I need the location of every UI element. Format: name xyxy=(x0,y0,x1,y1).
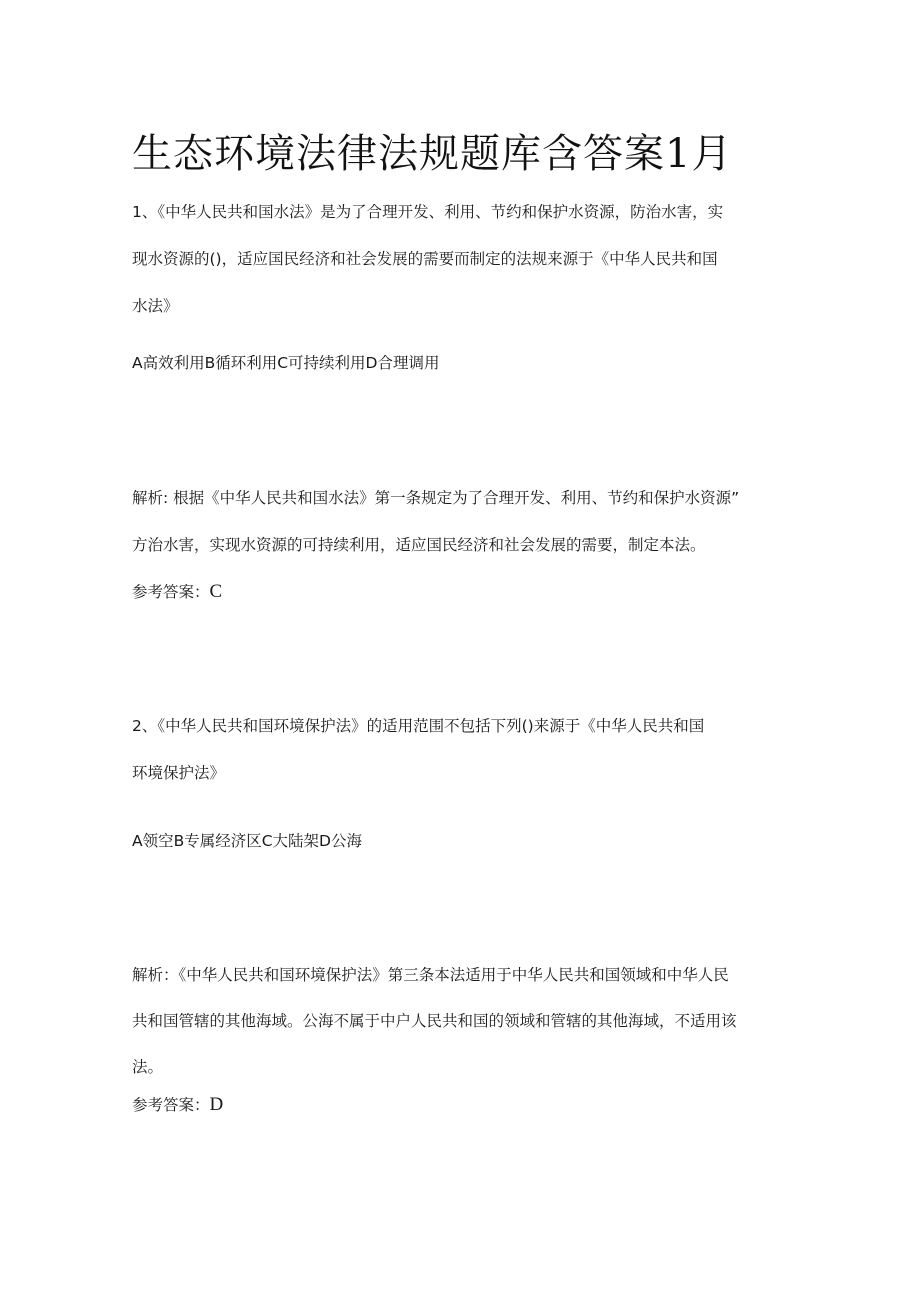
question-2-text xyxy=(132,713,797,786)
answer-value: C xyxy=(209,581,223,602)
question-1-answer xyxy=(132,579,797,605)
question-1-text xyxy=(132,199,797,319)
explanation-line: 共和国管辖的其他海域。公海不属于中户人民共和国的领域和管辖的其他海域，不适用该 xyxy=(132,1012,737,1030)
explanation-line: 解析：《中华人民共和国环境保护法》第三条本法适用于中华人民共和国领域和中华人民 xyxy=(132,966,729,984)
answer-value: D xyxy=(209,1094,224,1115)
question-line: 2、《中华人民共和国环境保护法》的适用范围不包括下列()来源于《中华人民共和国 xyxy=(132,717,705,735)
explanation-line: 方治水害，实现水资源的可持续利用，适应国民经济和社会发展的需要，制定本法。 xyxy=(132,536,706,554)
explanation-line: 法。 xyxy=(132,1058,164,1076)
document-title: 生态环境法律法规题库含答案1月 xyxy=(132,131,733,177)
options-line: A高效利用B循环利用C可持续利用D合理调用 xyxy=(132,354,440,372)
question-line: 环境保护法》 xyxy=(132,764,226,782)
question-2-answer xyxy=(132,1092,797,1118)
explanation-line: 解析: 根据《中华人民共和国水法》第一条规定为了合理开发、利用、节约和保护水资源” xyxy=(132,489,740,507)
question-1-options xyxy=(132,350,797,376)
question-line: 水法》 xyxy=(132,297,179,315)
answer-label: 参考答案： xyxy=(132,1096,210,1114)
options-line: A领空B专属经济区C大陆架D公海 xyxy=(132,832,362,850)
question-2-explanation xyxy=(132,962,797,1080)
question-2-options xyxy=(132,828,797,854)
question-line: 1、《中华人民共和国水法》是为了合理开发、利用、节约和保护水资源，防治水害，实 xyxy=(132,203,724,221)
answer-label: 参考答案： xyxy=(132,583,210,601)
question-1-explanation xyxy=(132,485,797,558)
question-line: 现水资源的()，适应国民经济和社会发展的需要而制定的法规来源于《中华人民共和国 xyxy=(132,250,718,268)
